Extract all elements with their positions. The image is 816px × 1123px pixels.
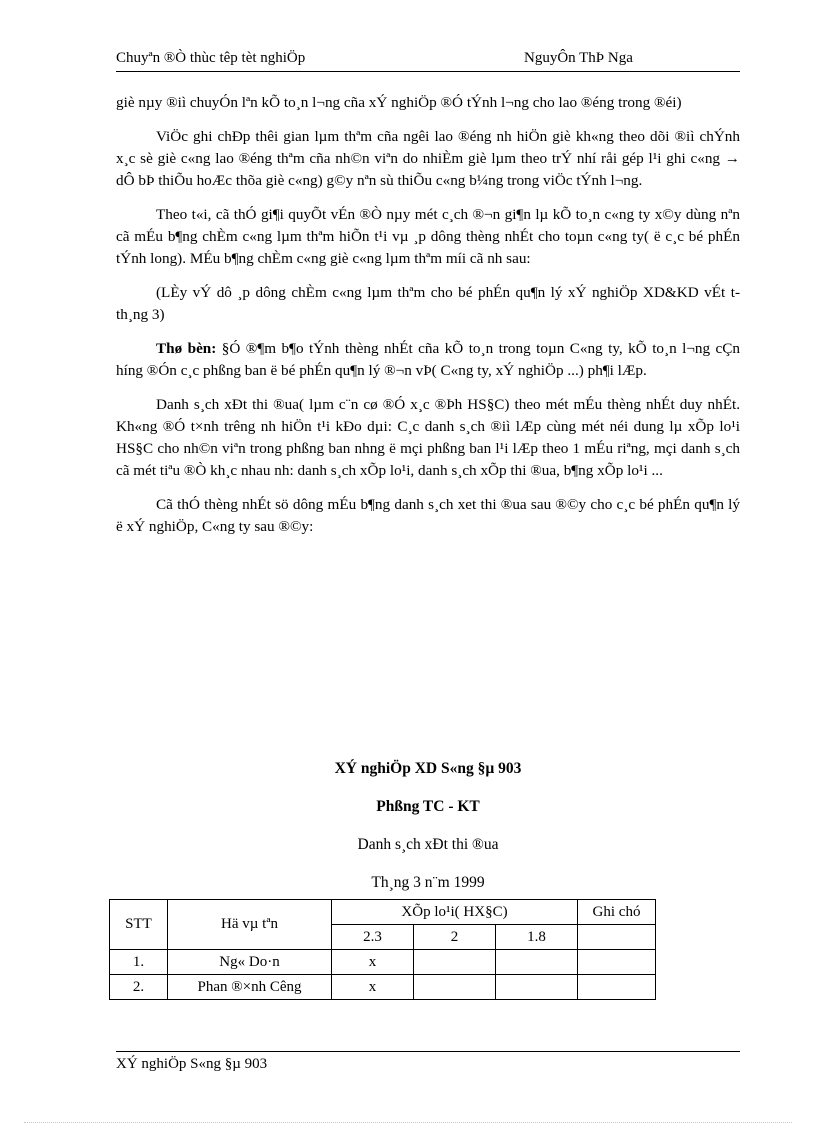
row-grade-3 (496, 950, 578, 975)
paragraph-3: Theo t«i, cã thÓ gi¶i quyÕt vÉn ®Ò nµy mét c¸ch ®¬n gi¶n lµ kÕ to¸n c«ng ty x©y dùng nªn cã mÉu b¶ng chÈm c«ng lµm thªm hiÕn t¹i vµ ¸p dông thèng nhÉt cho toµn c«ng ty( ë c¸c bé phÉn tÝnh long). MÉu b¶ng chÈm c«ng giè c«ng lµm thªm míi cã nh sau: (116, 206, 740, 267)
header-title: Chuyªn ®Ò thùc têp tèt nghiÖp (116, 50, 306, 66)
row-note (578, 975, 656, 1000)
footer-rule (116, 1051, 740, 1052)
row-grade-1: x (332, 950, 414, 975)
table-row (110, 975, 656, 1000)
header-grade-group: XÕp lo¹i( HX§C) (332, 900, 578, 925)
row-stt: 1. (110, 950, 168, 975)
header-name: Hä vµ tªn (168, 900, 332, 950)
header-note-blank (578, 925, 656, 950)
paragraph-4: (LÈy vÝ dô ¸p dông chÈm c«ng lµm thªm cho bé phÉn qu¶n lý xÝ nghiÖp XD&KD vÉt t th¸ng 3) (116, 284, 740, 323)
body-text (116, 92, 740, 550)
table-header-row (110, 900, 656, 925)
row-grade-1: x (332, 975, 414, 1000)
paragraph-5 (116, 338, 740, 382)
header-note: Ghi chó (578, 900, 656, 925)
header-grade-2: 2 (414, 925, 496, 950)
page-header (116, 48, 740, 70)
table-row (110, 950, 656, 975)
month-title: Th¸ng 3 n¨m 1999 (371, 874, 485, 891)
paragraph-5-text: §Ó ®¶m b¶o tÝnh thèng nhÉt cña kÕ to¸n trong toµn C«ng ty, kÕ to¸n l¬ng cÇn híng ®Ón c¸c phßng ban ë bé phÉn qu¶n lý ®¬n vÞ( C«ng ty, xÝ nghiÖp ...) ph¶i lÆp. (116, 340, 740, 379)
header-rule (116, 71, 740, 72)
row-note (578, 950, 656, 975)
emulation-table (109, 899, 656, 1000)
row-stt: 2. (110, 975, 168, 1000)
header-grade-1: 2.3 (332, 925, 414, 950)
paragraph-5-label: Thø bèn: (156, 340, 217, 357)
paragraph-7: Cã thÓ thèng nhÉt sö dông mÉu b¶ng danh s¸ch xet thi ®ua sau ®©y cho c¸c bé phÉn qu¶n lý ë xÝ nghiÖp, C«ng ty sau ®©y: (116, 496, 740, 535)
header-stt: STT (110, 900, 168, 950)
list-title: Danh s¸ch xÐt thi ®ua (357, 836, 499, 853)
paragraph-6: Danh s¸ch xÐt thi ®ua( lµm c¨n cø ®Ó x¸c ®Þh HS§C) theo mét mÉu thèng nhÉt duy nhÉt. Kh«ng ®Ó t×nh trêng nh hiÖn t¹i kÐo dµi: C¸c danh s¸ch ®iì lÆp cùng mét néi dung lµ xÕp lo¹i HS§C cho nh©n viªn trong phßng ban nhng ë mçi phßng ban l¹i lÆp theo 1 mÉu riªng, mçi danh s¸ch cã mét tiªu ®Ò kh¸c nhau nh: danh s¸ch xÕp lo¹i, danh s¸ch xÕp thi ®ua, b¶ng xÕp lo¹i ... (116, 396, 740, 479)
department-title: Phßng TC - KT (376, 798, 480, 815)
header-grade-3: 1.8 (496, 925, 578, 950)
page-footer: XÝ nghiÖp S«ng §µ 903 (116, 1056, 268, 1072)
enterprise-title: XÝ nghiÖp XD S«ng §µ 903 (334, 760, 522, 777)
paragraph-1: giè nµy ®iì chuyÓn lªn kÕ to¸n l¬ng cña xÝ nghiÖp ®Ó tÝnh l¬ng cho lao ®éng trong ®éi) (116, 94, 682, 111)
row-grade-3 (496, 975, 578, 1000)
row-name: Ng« Do·n (168, 950, 332, 975)
header-author: NguyÔn ThÞ Nga (524, 50, 633, 66)
row-name: Phan ®×nh Cêng (168, 975, 332, 1000)
row-grade-2 (414, 950, 496, 975)
paragraph-2: ViÖc ghi chÐp thêi gian lµm thªm cña ngêi lao ®éng nh hiÖn giè kh«ng theo dõi ®iì chÝnh x¸c sè giè c«ng lao ®éng thªm cña nh©n viªn do nhiÈm giè lµm theo trÝ nhí råi gép l¹i ghi c«ng → dÔ bÞ thiÕu hoÆc thõa giè c«ng) g©y nªn sù thiÕu c«ng b¼ng trong viÖc tÝnh l¬ng. (116, 128, 740, 189)
row-grade-2 (414, 975, 496, 1000)
